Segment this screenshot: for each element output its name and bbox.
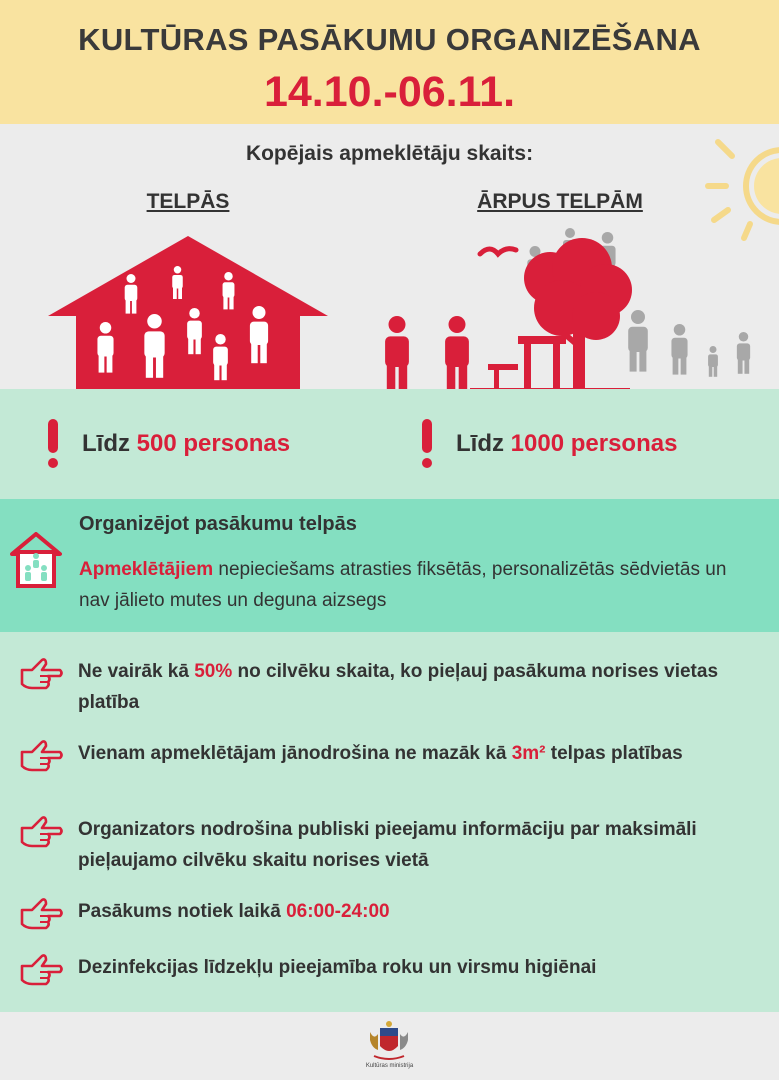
bench-icon — [470, 336, 630, 394]
outdoor-limit-text: Līdz 1000 personas — [456, 430, 678, 457]
list-item — [18, 896, 763, 932]
header-banner — [0, 0, 779, 124]
date-range: 14.10.-06.11. — [263, 68, 516, 116]
rule-text: Vienam apmeklētājam jānodrošina ne mazāk kā 3m² telpas platības — [78, 743, 683, 764]
visitor-count-heading: Kopējais apmeklētāju skaits: — [245, 142, 534, 165]
outdoor-limit — [420, 419, 677, 469]
outdoor-label: ĀRPUS TELPĀM — [477, 190, 643, 213]
tree-icon — [524, 238, 632, 388]
rules-list — [0, 632, 779, 1012]
small-house-icon — [10, 532, 62, 588]
exclamation-icon — [420, 419, 434, 469]
attendance-limits — [0, 389, 779, 499]
outdoor-scene — [370, 224, 779, 394]
pointing-hand-icon — [18, 814, 64, 850]
rule-text: Dezinfekcijas līdzekļu pieejamība roku un virsmu higiēnai — [78, 957, 597, 978]
pointing-hand-icon — [18, 656, 64, 692]
coat-of-arms-icon — [366, 1020, 412, 1062]
page-title: KULTŪRAS PASĀKUMU ORGANIZĒŠANA — [78, 22, 701, 57]
outdoor-limit-number: 1000 personas — [510, 430, 678, 457]
list-item — [18, 738, 763, 774]
indoor-section — [0, 499, 779, 632]
list-item — [18, 814, 763, 876]
indoor-limit-number: 500 personas — [136, 430, 291, 457]
indoor-limit — [46, 419, 290, 469]
rule-text: Pasākums notiek laikā 06:00-24:00 — [78, 901, 390, 922]
house-icon — [48, 236, 328, 392]
rule-text: Ne vairāk kā 50% no cilvēku skaita, ko pieļauj pasākuma norises vietas platība — [78, 661, 719, 713]
pointing-hand-icon — [18, 896, 64, 932]
indoor-label: TELPĀS — [146, 190, 230, 213]
indoor-section-highlight: Apmeklētājiem — [79, 559, 214, 580]
list-item — [18, 656, 763, 718]
list-item — [18, 952, 763, 988]
rule-text: Organizators nodrošina publiski pieejamu informāciju par maksimāli pieļaujamo cilvēku skaitu norises vietā — [78, 819, 697, 871]
exclamation-icon — [46, 419, 60, 469]
ministry-name: Kultūras ministrija — [365, 1063, 414, 1069]
pointing-hand-icon — [18, 738, 64, 774]
pointing-hand-icon — [18, 952, 64, 988]
indoor-section-text: Apmeklētājiem nepieciešams atrasties fiksētās, personalizētās sēdvietās un nav jālieto mutes un deguna aizsegs — [79, 559, 727, 611]
bird-icon — [480, 249, 516, 254]
indoor-limit-text: Līdz 500 personas — [82, 430, 291, 457]
indoor-section-heading: Organizējot pasākumu telpās — [79, 513, 357, 535]
